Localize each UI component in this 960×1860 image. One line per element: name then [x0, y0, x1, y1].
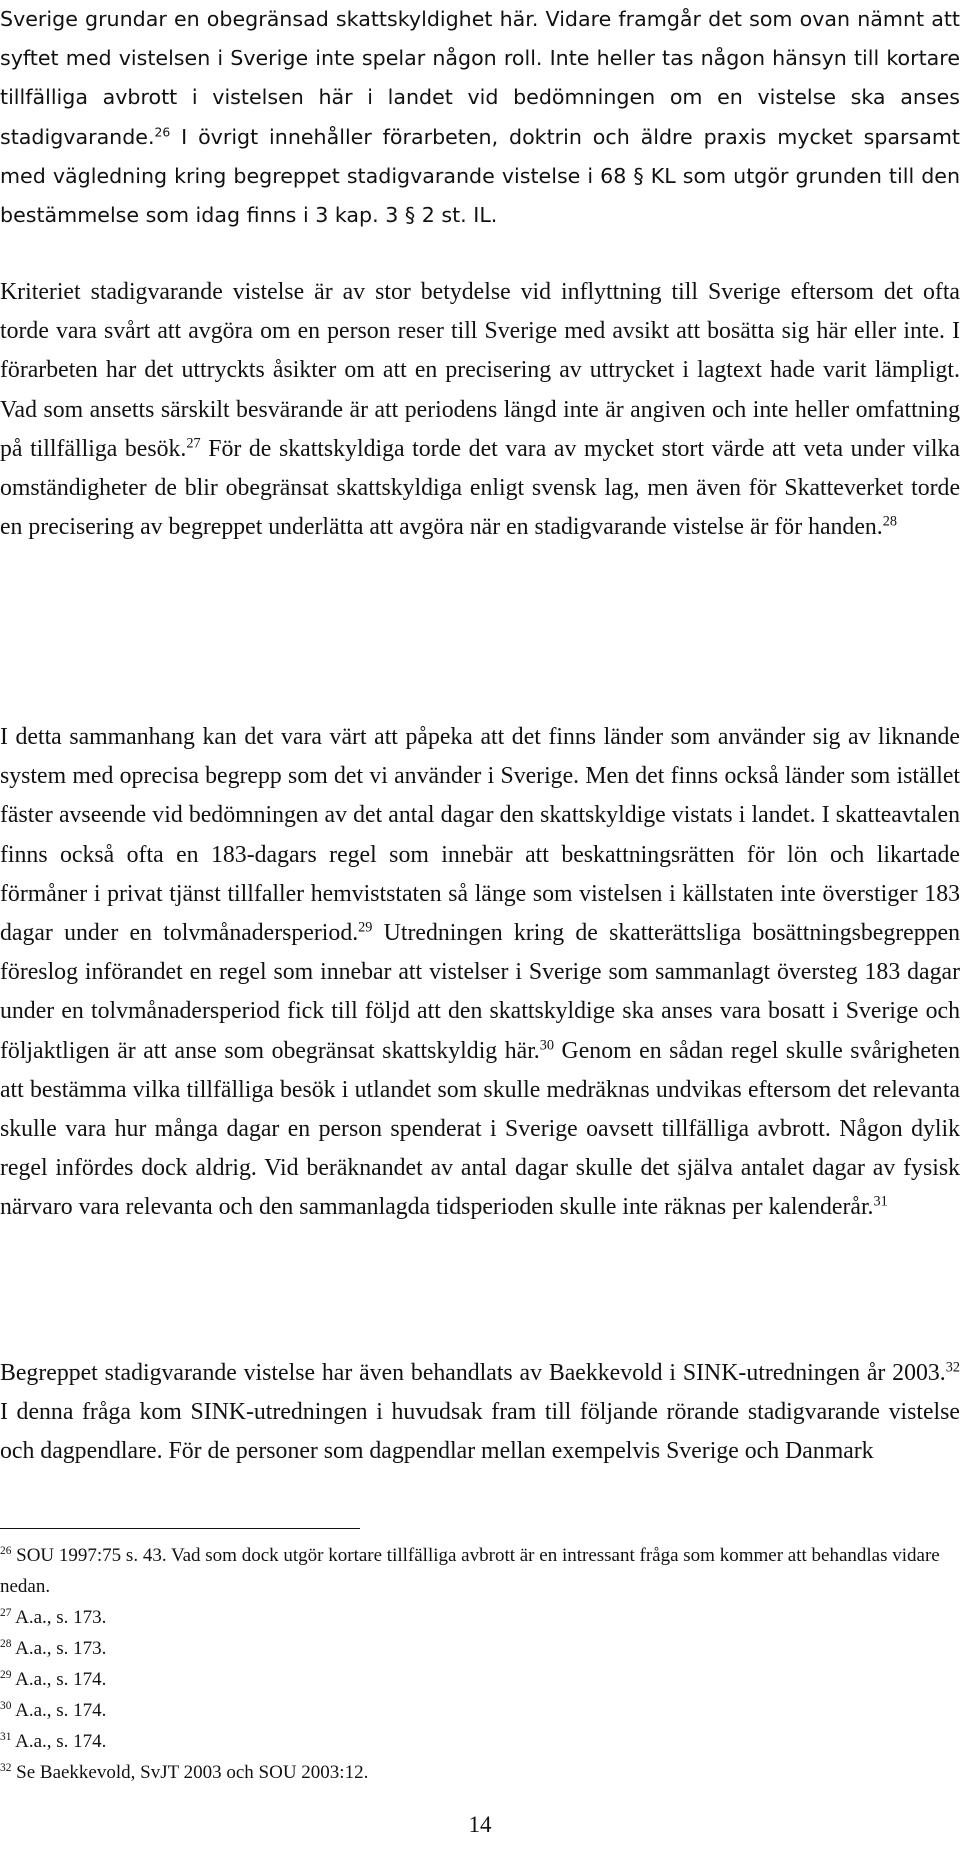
- footnotes: [0, 1540, 960, 1788]
- footnote-32: [0, 1757, 960, 1788]
- footnote-number: 28: [0, 1638, 12, 1651]
- text-run: För de skattskyldiga torde det vara av mycket stort värde att veta under vilka omständigheter de blir obegränsat skattskyldiga enligt svensk lag, men även för Skatteverket torde en precisering av begreppet underlätta att avgöra när en stadigvarande vistelse är för handen.: [0, 435, 960, 541]
- footnote-29: [0, 1664, 960, 1695]
- footnote-reference: 31: [873, 1193, 888, 1210]
- footnote-text: Se Baekkevold, SvJT 2003 och SOU 2003:12.: [16, 1762, 369, 1783]
- text-run: Genom en sådan regel skulle svårigheten att bestämma vilka tillfälliga besök i utlandet som skulle medräknas undvikas eftersom det relevanta skulle vara hur många dagar en person spenderat i Sverige oavsett tillfälliga avbrott. Någon dylik regel infördes dock aldrig. Vid beräknandet av antal dagar skulle det själva antalet dagar av fysisk närvaro vara relevanta och den sammanlagda tidsperioden skulle inte räknas per kalenderår.: [0, 1037, 960, 1221]
- page-number: 14: [468, 1812, 492, 1837]
- footnote-text: A.a., s. 173.: [15, 1638, 107, 1659]
- footnote-28: [0, 1633, 960, 1664]
- footnote-text: A.a., s. 174.: [15, 1669, 107, 1690]
- footnote-30: [0, 1695, 960, 1726]
- footnote-text: A.a., s. 173.: [15, 1607, 107, 1628]
- footnote-reference: 32: [945, 1359, 960, 1376]
- footnote-text: A.a., s. 174.: [15, 1731, 107, 1752]
- text-run: Kriteriet stadigvarande vistelse är av stor betydelse vid inflyttning till Sverige eftersom det ofta torde vara svårt att avgöra om en person reser till Sverige med avsikt att bosätta sig här eller inte. I förarbeten har det uttryckts åsikter om att en precisering av uttrycket i lagtext hade varit lämpligt. Vad som ansetts särskilt besvärande är att periodens längd inte är angiven och inte heller omfattning på tillfälliga besök.: [0, 279, 960, 462]
- text-run: Utredningen kring de skatterättsliga bosättningsbegreppen föreslog införandet en regel som innebar att vistelser i Sverige som sammanlagt översteg 183 dagar under en tolvmånadersperiod fick till följd att den skattskyldige ska anses vara bosatt i Sverige och följaktligen är att anse som obegränsat skattskyldig här.: [0, 920, 960, 1064]
- text-run: I denna fråga kom SINK-utredningen i huvudsak fram till följande rörande stadigvarande vistelse och dagpendlare. För de personer som dagpendlar mellan exempelvis Sverige och Danmark: [0, 1399, 960, 1465]
- paragraph-1: [0, 0, 960, 235]
- footnote-reference: 27: [186, 435, 201, 452]
- footnote-number: 30: [0, 1700, 12, 1713]
- paragraph-3: [0, 718, 960, 1228]
- text-run: I övrigt innehåller förarbeten, doktrin och äldre praxis mycket sparsamt med vägledning kring begreppet stadigvarande vistelse i 68 § KL som utgör grunden till den bestämmelse som idag finns i 3 kap. 3 § 2 st. IL.: [0, 124, 960, 228]
- footnote-31: [0, 1726, 960, 1757]
- footnote-number: 26: [0, 1545, 12, 1558]
- footnote-27: [0, 1602, 960, 1633]
- footnote-26: [0, 1540, 960, 1602]
- footnote-reference: 26: [154, 125, 171, 140]
- text-run: Sverige grundar en obegränsad skattskyldighet här. Vidare framgår det som ovan nämnt att syftet med vistelsen i Sverige inte spelar någon roll. Inte heller tas någon hänsyn till kortare tillfälliga avbrott i vistelsen här i landet vid bedömningen om en vistelse ska anses stadigvarande.: [0, 7, 960, 149]
- footnote-number: 31: [0, 1731, 12, 1744]
- footnote-reference: 29: [358, 919, 373, 936]
- paragraph-4: [0, 1354, 960, 1472]
- footnote-text: SOU 1997:75 s. 43. Vad som dock utgör kortare tillfälliga avbrott är en intressant fråga som kommer att behandlas vidare nedan.: [0, 1545, 940, 1597]
- text-run: I detta sammanhang kan det vara värt att påpeka att det finns länder som använder sig av liknande system med oprecisa begrepp som det vi använder i Sverige. Men det finns också länder som istället fäster avseende vid bedömningen av det antal dagar den skattskyldige vistats i landet. I skatteavtalen finns också ofta en 183-dagars regel som innebär att beskattningsrätten för lön och likartade förmåner i privat tjänst tillfaller hemviststaten så länge som vistelsen i källstaten inte överstiger 183 dagar under en tolvmånadersperiod.: [0, 724, 960, 947]
- footnote-number: 27: [0, 1607, 12, 1620]
- footnote-number: 32: [0, 1762, 12, 1775]
- footnote-separator: [0, 1528, 360, 1529]
- paragraph-2: [0, 273, 960, 547]
- footnote-number: 29: [0, 1669, 12, 1682]
- footnote-reference: 28: [882, 513, 898, 530]
- footnote-reference: 30: [539, 1037, 555, 1054]
- text-run: Begreppet stadigvarande vistelse har även behandlats av Baekkevold i SINK-utredningen år 2003.: [0, 1360, 946, 1386]
- footnote-text: A.a., s. 174.: [15, 1700, 107, 1721]
